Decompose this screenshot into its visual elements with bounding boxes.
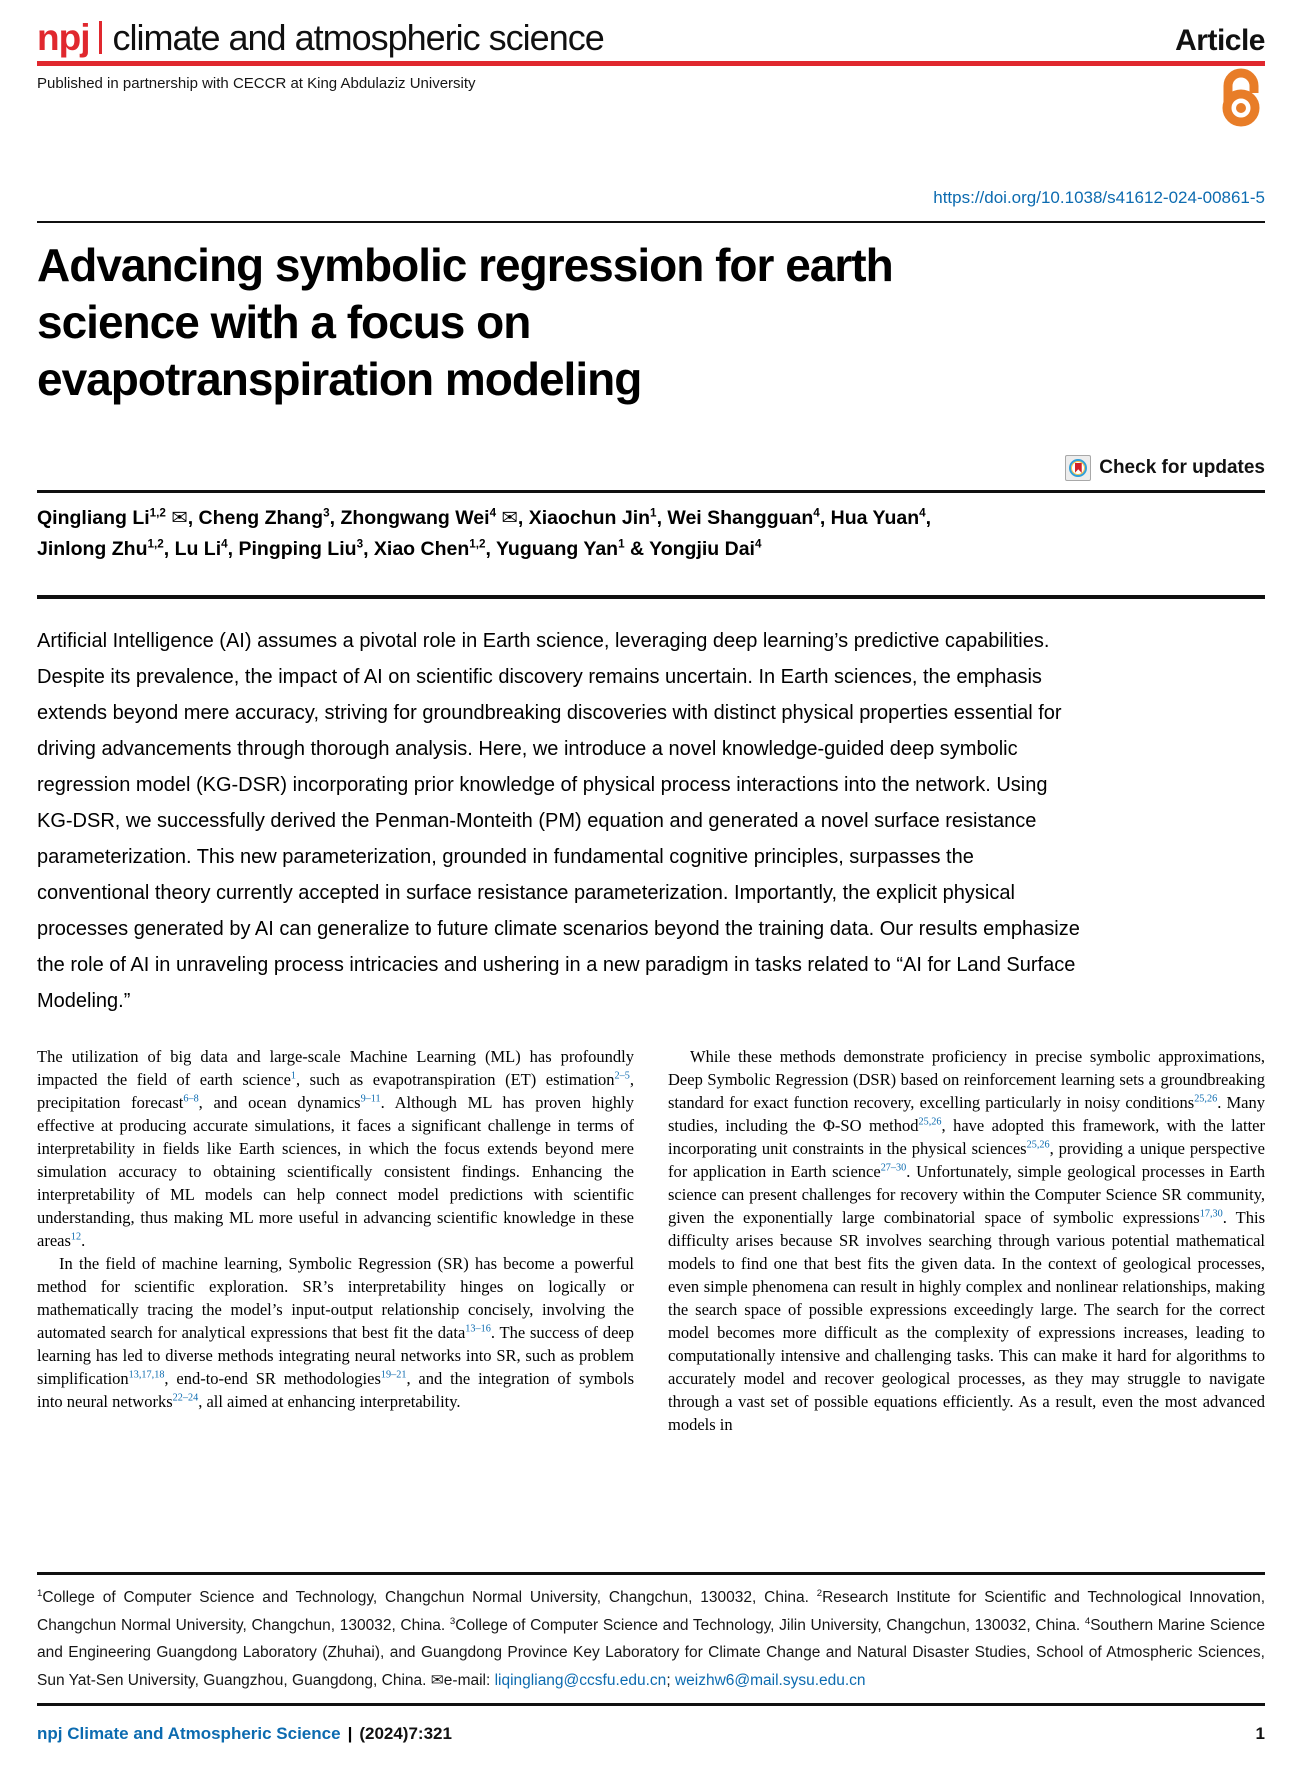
body-column-right bbox=[668, 1045, 1265, 1436]
journal-name: climate and atmospheric science bbox=[112, 17, 604, 58]
crossmark-icon bbox=[1065, 455, 1091, 481]
footnote-rule bbox=[37, 1572, 1265, 1575]
page-bottom bbox=[37, 1572, 1265, 1744]
footer-citation: (2024)7:321 bbox=[359, 1724, 452, 1743]
body-paragraph: While these methods demonstrate proficiency in precise symbolic approximations, Deep Symbolic Regression (DSR) based on reinforcement learning sets a groundbreaking standard for exact function recovery, excelling particularly in noisy conditions$^{25,26}$. Many studies, including the Φ-SO method$^{25,26}$, have adopted this framework, with the latter incorporating unit constraints in the physical sciences$^{25,26}$, providing a unique perspective for application in Earth science$^{27-30}$. Unfortunately, simple geological processes in Earth science can present challenges for recovery within the Computer Science SR community, given the exponentially large combinatorial space of symbolic expressions$^{17,30}$. This difficulty arises because SR involves searching through various potential mathematical models to find one that best fits the given data. In the context of geological processes, even simple phenomena can result in highly complex and nonlinear relationships, making the search space of possible expressions exceedingly large. The search for the correct model becomes more difficult as the complexity of expressions increases, leading to computationally intensive and challenging tasks. This can make it hard for algorithms to accurately model and recover geological processes, as they may struggle to navigate through a vast set of possible equations efficiently. As a result, even the most advanced models in bbox=[668, 1046, 1266, 1434]
partnership-note: Published in partnership with CECCR at King Abdulaziz University bbox=[37, 75, 476, 92]
header-rule bbox=[37, 61, 1265, 66]
article-type-label: Article bbox=[1175, 24, 1265, 57]
page-number: 1 bbox=[1255, 1724, 1265, 1743]
footer-separator: | bbox=[347, 1724, 353, 1743]
journal-brand bbox=[37, 19, 604, 56]
body-column-left bbox=[37, 1045, 634, 1436]
body-paragraph: The utilization of big data and large-scale Machine Learning (ML) has profoundly impacted the field of earth science$^1$, such as evapotranspiration (ET) estimation$^{2-5}$, precipitation forecast$^{6-8}$, and ocean dynamics$^{9-11}$. Although ML has proven highly effective at producing accurate simulations, it faces a significant challenge in terms of interpretability in fields like Earth sciences, in which the focus extends beyond mere simulation accuracy to obtaining scientifically consistent findings. Enhancing the interpretability of ML models can help connect model predictions with scientific understanding, thus making ML more useful in advancing scientific knowledge in these areas$^{12}$. bbox=[37, 1046, 634, 1250]
journal-header bbox=[37, 12, 1265, 56]
author-line-2: Jinlong Zhu$^{1,2}$, Lu Li$^4$, Pingping Liu$^3$, Xiao Chen$^{1,2}$, Yuguang Yan$^1$ & Yongjiu Dai$^4$ bbox=[37, 537, 762, 560]
doi-link[interactable]: https://doi.org/10.1038/s41612-024-00861-5 bbox=[933, 188, 1265, 207]
author-list bbox=[37, 503, 1265, 565]
title-top-rule bbox=[37, 221, 1265, 223]
body-paragraph: In the field of machine learning, Symbolic Regression (SR) has become a powerful method for scientific exploration. SR’s interpretability hinges on logically or mathematically tracing the model’s input-output relationship concisely, involving the automated search for analytical expressions that best fit the data$^{13-16}$. The success of deep learning has led to diverse methods integrating neural networks into SR, such as problem simplification$^{13,17,18}$, end-to-end SR methodologies$^{19-21}$, and the integration of symbols into neural networks$^{22-24}$, all aimed at enhancing interpretability. bbox=[37, 1253, 635, 1411]
abstract-top-rule bbox=[37, 595, 1265, 599]
title-line-3: evapotranspiration modeling bbox=[37, 353, 642, 405]
abstract-text: Artificial Intelligence (AI) assumes a pivotal role in Earth science, leveraging deep learning’s predictive capabilities. Despite its prevalence, the impact of AI on scientific discovery remains uncertain. In Earth sciences, the emphasis extends beyond mere accuracy, striving for groundbreaking discoveries with distinct physical properties essential for driving advancements through thorough analysis. Here, we introduce a novel knowledge-guided deep symbolic regression model (KG-DSR) incorporating prior knowledge of physical process interactions into the network. Using KG-DSR, we successfully derived the Penman-Monteith (PM) equation and generated a novel surface resistance parameterization. This new parameterization, grounded in fundamental cognitive principles, surpasses the conventional theory currently accepted in surface resistance parameterization. Importantly, the explicit physical processes generated by AI can generalize to future climate scenarios beyond the training data. Our results emphasize the role of AI in unraveling process intricacies and ushering in a new paradigm in tasks related to “AI for Land Surface Modeling.” bbox=[37, 629, 1080, 1012]
title-line-1: Advancing symbolic regression for earth bbox=[37, 239, 893, 291]
affiliations-footnote: $^1$College of Computer Science and Technology, Changchun Normal University, Changchun, 130032, China. $^2$Research Institute for Scientific and Technological Innovation, Changchun Normal University, Changchun, 130032, China. $^3$College of Computer Science and Technology, Jilin University, Changchun, 130032, China. $^4$Southern Marine Science and Engineering Guangdong Laboratory (Zhuhai), and Guangdong Province Key Laboratory for Climate Change and Natural Disaster Studies, School of Atmospheric Sciences, Sun Yat-Sen University, Guangzhou, Guangdong, China. ✉e-mail: liqingliang@ccsfu.edu.cn; weizhw6@mail.sysu.edu.cn bbox=[37, 1587, 1266, 1689]
author-line-1: Qingliang Li$^{1,2}$ ✉, Cheng Zhang$^3$, Zhongwang Wei$^4$ ✉, Xiaochun Jin$^1$, Wei Shangguan$^4$, Hua Yuan$^4$, bbox=[37, 506, 932, 529]
brand-divider bbox=[99, 21, 102, 54]
title-line-2: science with a focus on bbox=[37, 296, 531, 348]
check-for-updates[interactable] bbox=[37, 454, 1265, 482]
open-access-icon bbox=[1217, 58, 1265, 130]
footer-rule bbox=[37, 1703, 1265, 1706]
page-footer bbox=[37, 1724, 1265, 1744]
doi-row bbox=[37, 188, 1265, 208]
check-for-updates-label: Check for updates bbox=[1099, 457, 1265, 478]
authors-top-rule bbox=[37, 490, 1265, 493]
page-title bbox=[37, 237, 1265, 408]
body-columns bbox=[37, 1045, 1265, 1436]
npj-logo: npj bbox=[37, 17, 90, 58]
footer-journal-link[interactable]: npj Climate and Atmospheric Science bbox=[37, 1724, 341, 1743]
